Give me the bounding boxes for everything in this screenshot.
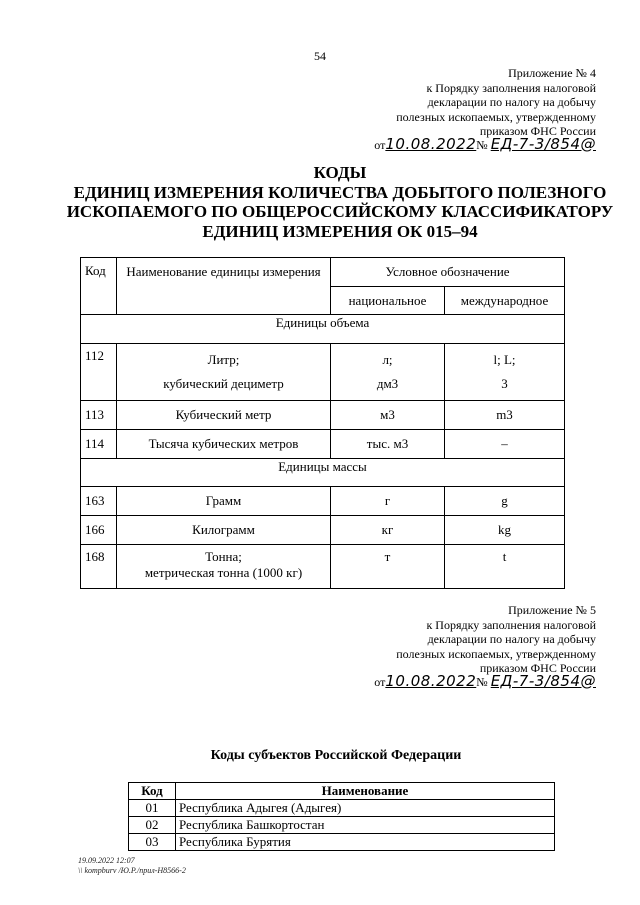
header-code: Код [81, 258, 117, 315]
header-unit-name: Наименование единицы измерения [117, 258, 331, 315]
table-row [81, 516, 565, 545]
appendix-4-line: к Порядку заполнения налоговой [426, 80, 596, 95]
footer-path: \\ kompburv /Ю.Р./прил-Н8566-2 [78, 866, 186, 875]
subject-code: 02 [129, 817, 176, 834]
appendix-4-header [374, 66, 596, 152]
appendix-5-line: приказом ФНС России [479, 661, 596, 675]
table-row [81, 401, 565, 430]
table-row [81, 487, 565, 516]
row-unit-name: кубический дециметр [163, 376, 284, 391]
row-international: t [445, 545, 565, 589]
subject-code: 01 [129, 800, 176, 817]
number-prefix: № [476, 137, 488, 152]
row-unit-name: Грамм [117, 487, 331, 516]
units-table [80, 257, 565, 589]
header-national: национальное [331, 287, 445, 315]
appendix-4-line: Приложение № 4 [508, 66, 596, 80]
subjects-header-name: Наименование [176, 783, 555, 800]
section-mass: Единицы массы [81, 459, 565, 487]
subjects-table [128, 782, 555, 851]
row-national: м3 [331, 401, 445, 430]
appendix-4-line: приказом ФНС России [479, 124, 596, 138]
row-unit-name: Тонна; [205, 549, 242, 564]
header-designation: Условное обозначение [331, 258, 565, 287]
handwritten-number: ЕД-7-3/854@ [490, 671, 596, 690]
appendix-5-line: Приложение № 5 [508, 603, 596, 617]
title-line: ЕДИНИЦ ИЗМЕРЕНИЯ ОК 015–94 [202, 221, 478, 241]
page-number: 54 [314, 49, 326, 63]
subjects-header-code: Код [129, 783, 176, 800]
row-unit-name: Литр; [207, 352, 240, 367]
title-line: ИСКОПАЕМОГО ПО ОБЩЕРОССИЙСКОМУ КЛАССИФИКАТОРУ [66, 202, 614, 221]
footer-timestamp: 19.09.2022 12:07 [78, 856, 135, 865]
appendix-4-line: полезных ископаемых, утвержденному [396, 109, 596, 124]
row-code: 113 [81, 401, 117, 430]
subject-name: Республика Адыгея (Адыгея) [176, 800, 555, 817]
appendix-4-line: декларации по налогу на добычу [427, 95, 596, 109]
row-unit-name: Кубический метр [117, 401, 331, 430]
appendix-5-line: к Порядку заполнения налоговой [426, 617, 596, 632]
row-national: т [331, 545, 445, 589]
row-unit-name: Тысяча кубических метров [117, 430, 331, 459]
from-prefix: от [374, 674, 386, 689]
table-row [129, 834, 555, 851]
row-international: l; L; [493, 352, 516, 367]
table-row [81, 430, 565, 459]
subject-name: Республика Бурятия [176, 834, 555, 851]
row-national: л; [382, 352, 393, 367]
subject-name: Республика Башкортостан [176, 817, 555, 834]
handwritten-date: 10.08.2022 [385, 671, 477, 690]
appendix-5-line: полезных ископаемых, утвержденному [396, 646, 596, 661]
header-international: международное [445, 287, 565, 315]
row-national: тыс. м3 [331, 430, 445, 459]
row-national: дм3 [376, 376, 399, 391]
print-footer [78, 856, 186, 876]
row-code: 166 [81, 516, 117, 545]
title-line: ЕДИНИЦ ИЗМЕРЕНИЯ КОЛИЧЕСТВА ДОБЫТОГО ПОЛЕЗНОГО [73, 182, 607, 202]
row-code: 163 [81, 487, 117, 516]
row-unit-name: метрическая тонна (1000 кг) [144, 565, 303, 580]
row-international: g [445, 487, 565, 516]
subjects-title: Коды субъектов Российской Федерации [210, 748, 462, 763]
table-row [81, 344, 565, 401]
row-unit-name: Килограмм [117, 516, 331, 545]
handwritten-date: 10.08.2022 [385, 134, 477, 153]
row-international: – [445, 430, 565, 459]
number-prefix: № [476, 674, 488, 689]
table-row [129, 817, 555, 834]
row-international: m3 [445, 401, 565, 430]
row-code: 168 [81, 545, 117, 589]
row-international: kg [445, 516, 565, 545]
appendix-5-signature-line [374, 671, 596, 690]
title-line: КОДЫ [313, 163, 367, 182]
row-national: г [331, 487, 445, 516]
row-code: 114 [81, 430, 117, 459]
appendix-5-line: декларации по налогу на добычу [427, 632, 596, 646]
table-row [81, 545, 565, 589]
section-volume: Единицы объема [81, 315, 565, 344]
subject-code: 03 [129, 834, 176, 851]
from-prefix: от [374, 137, 386, 152]
table-row [129, 800, 555, 817]
row-national: кг [331, 516, 445, 545]
appendix-5-header [374, 603, 596, 689]
document-title [60, 163, 620, 241]
row-code: 112 [81, 344, 117, 401]
appendix-4-signature-line [374, 134, 596, 153]
handwritten-number: ЕД-7-3/854@ [490, 134, 596, 153]
row-international: 3 [501, 376, 508, 391]
